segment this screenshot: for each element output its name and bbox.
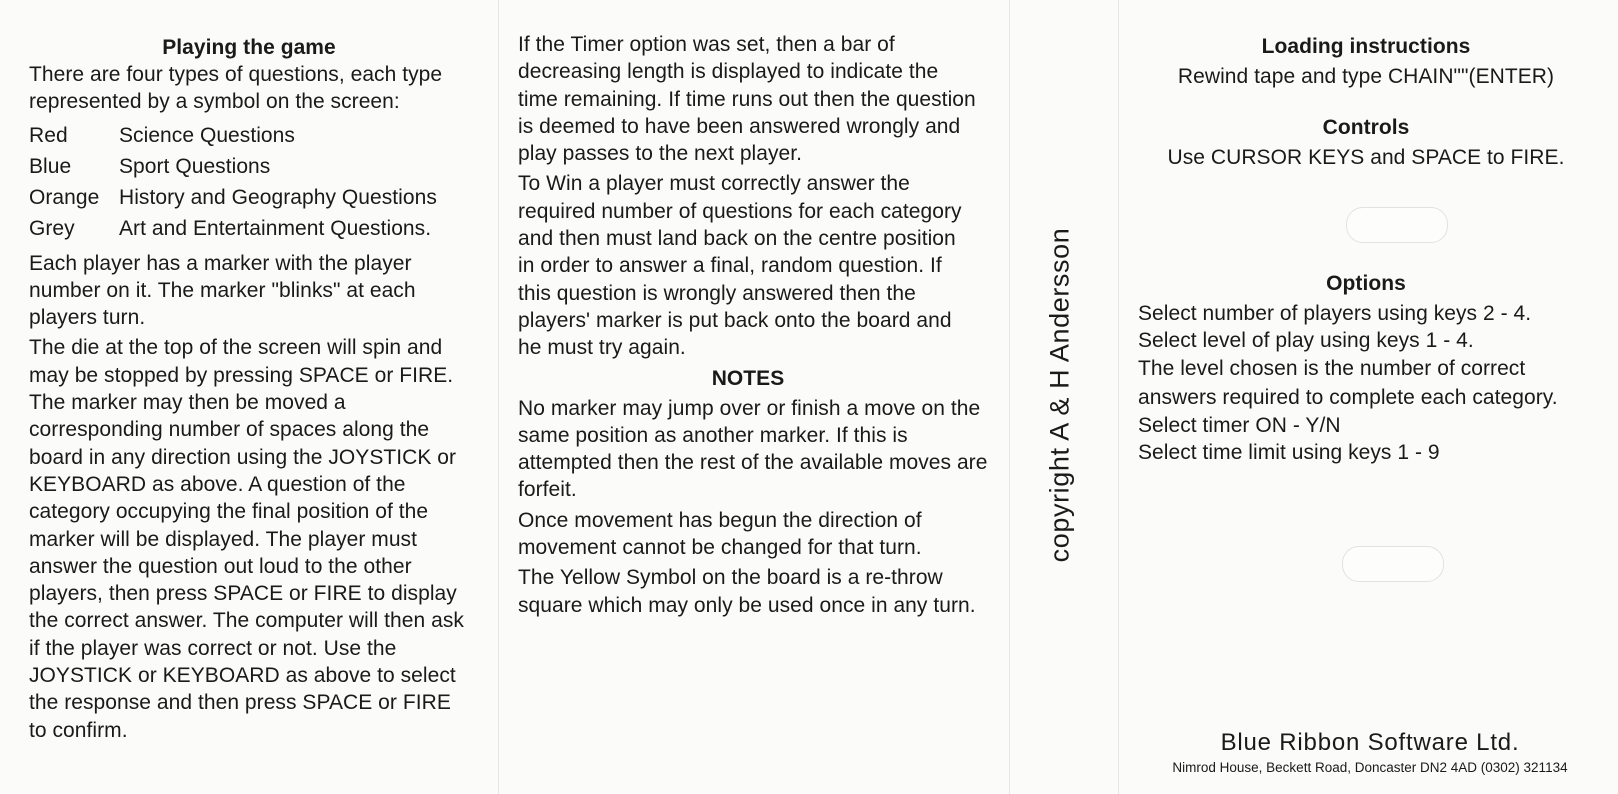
timer-paragraph: If the Timer option was set, then a bar of decreasing length is displayed to indicate the time remaining. If time runs out then the question is deemed to have been answered wrongly and play passes to the next player. [518,33,976,166]
controls-section [1138,114,1594,171]
category-row [29,151,479,182]
controls-text: Use CURSOR KEYS and SPACE to FIRE. [1167,146,1565,170]
instructions-panel [1138,33,1578,467]
timer-and-notes-panel [518,31,993,622]
category-row [29,120,479,151]
category-label: Art and Entertainment Questions. [119,216,432,240]
case-opening [1346,207,1448,243]
win-paragraph: To Win a player must correctly answer the required number of questions for each category and then must land back on the centre position in order to answer a final, random question. If this question is wrongly answered then the players' marker is put back onto the board and he must try again. [518,172,962,360]
options-section [1138,270,1578,467]
category-row [29,182,479,213]
copyright-notice: copyright A & H Andersson [1044,227,1075,563]
loading-heading: Loading instructions [1261,35,1471,58]
loading-section [1138,33,1594,90]
note-paragraph: The Yellow Symbol on the board is a re-throw square which may only be used once in any turn. [518,566,976,617]
category-label: Science Questions [119,123,295,147]
option-line: Select level of play using keys 1 - 4. [1138,328,1474,352]
note-paragraph: No marker may jump over or finish a move on the same position as another marker. If this is attempted then the rest of the available moves are forfeit. [518,396,988,502]
publisher-block [1148,728,1592,778]
category-label: History and Geography Questions [119,185,437,209]
category-color: Orange [29,185,100,209]
playing-heading: Playing the game [162,36,336,59]
option-line: Select time limit using keys 1 - 9 [1138,441,1440,465]
category-label: Sport Questions [119,154,271,178]
case-opening [1342,546,1444,582]
publisher-name: Blue Ribbon Software Ltd. [1220,729,1520,756]
category-list [29,120,479,244]
controls-heading: Controls [1322,116,1410,140]
loading-text: Rewind tape and type CHAIN""(ENTER) [1177,65,1555,88]
playing-the-game-panel [29,34,479,747]
intro-paragraph: There are four types of questions, each type represented by a symbol on the screen: [29,63,443,114]
options-heading: Options [1326,271,1406,295]
notes-heading: NOTES [711,366,785,390]
fold-line [498,0,499,794]
marker-paragraph: Each player has a marker with the player number on it. The marker "blinks" at each players turn. [29,251,416,330]
category-color: Red [29,123,68,147]
option-line: The level chosen is the number of correct answers required to complete each category. [1138,357,1558,410]
publisher-address: Nimrod House, Beckett Road, Doncaster DN2 4AD (0302) 321134 [1172,760,1568,775]
option-line: Select timer ON - Y/N [1138,414,1341,438]
option-line: Select number of players using keys 2 - 4. [1138,301,1532,325]
category-color: Grey [29,216,75,240]
category-color: Blue [29,154,72,178]
fold-line [1118,0,1119,794]
die-paragraph: The die at the top of the screen will spin and may be stopped by pressing SPACE or FIRE. The marker may then be moved a corresponding number of spaces along the board in any direction using the JOYSTICK or KEYBOARD as above. A question of the category occupying the final position of the marker will be displayed. The player must answer the question out loud to the other players, then press SPACE or FIRE to display the correct answer. The computer will then ask if the player was correct or not. Use the JOYSTICK or KEYBOARD as above to select the response and then press SPACE or FIRE to confirm. [29,336,464,742]
fold-line [1009,0,1010,794]
note-paragraph: Once movement has begun the direction of movement cannot be changed for that turn. [518,508,922,560]
category-row [29,213,479,244]
